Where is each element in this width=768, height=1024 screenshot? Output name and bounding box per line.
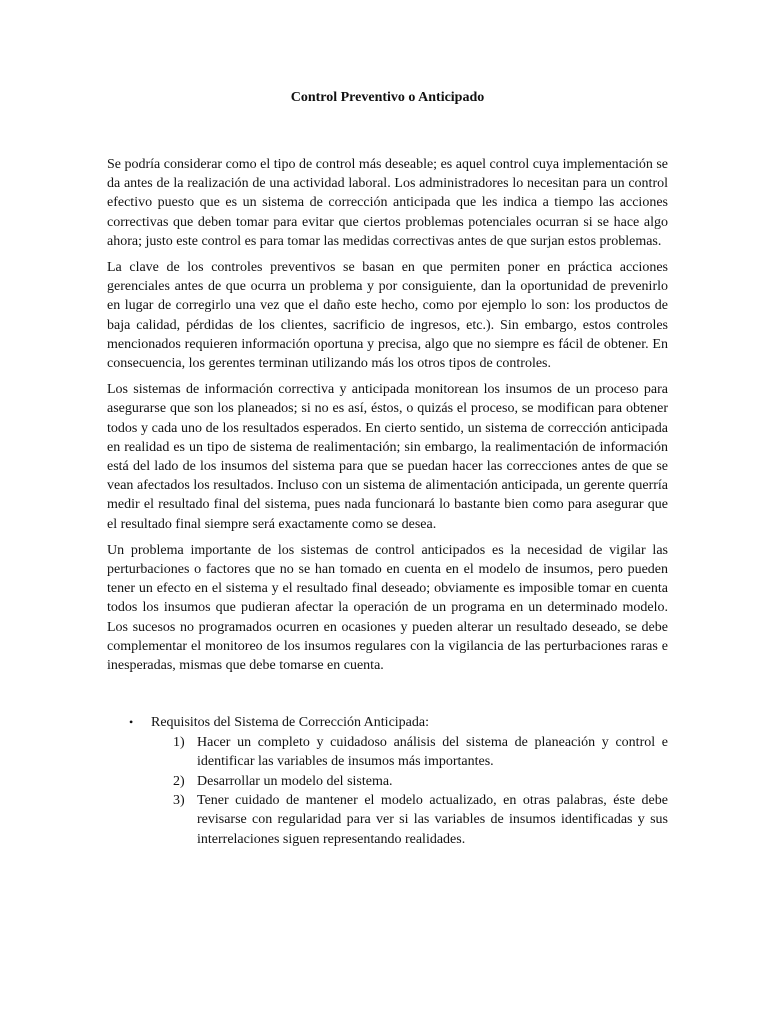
paragraph-intro: Se podría considerar como el tipo de control más deseable; es aquel control cuya implementación se da antes de la realización de una actividad laboral. Los administradores lo necesitan para un control efectivo puesto que es un sistema de corrección anticipada que les indica a tiempo las acciones correctivas que deben tomar para evitar que ciertos problemas potenciales ocurran si se hace algo ahora; justo este control es para tomar las medidas correctivas antes de que surjan estos problemas. [107,157,668,249]
requirement-step [173,772,668,791]
step-number: 3) [173,792,185,808]
requirements-bullet-item [107,713,668,732]
requirements-heading: Requisitos del Sistema de Corrección Anticipada: [151,715,429,731]
bullet-icon: • [129,715,134,730]
paragraph-information-systems: Los sistemas de información correctiva y anticipada monitorean los insumos de un proceso para asegurarse que son los planeados; si no es así, éstos, o quizás el proceso, se modifican para obtener todos y cada uno de los resultados esperados. En cierto sentido, un sistema de corrección anticipada en realidad es un tipo de sistema de realimentación; sin embargo, la realimentación de información está del lado de los insumos del sistema para que se puedan hacer las correcciones antes de que se vean afectados los resultados. Incluso con un sistema de alimentación anticipada, un gerente querría medir el resultado final del sistema, pues nada funcionará lo bastante bien como para asegurar que el resultado final siempre será exactamente como se desea. [107,382,668,532]
document-title: Control Preventivo o Anticipado [290,90,485,105]
requirement-step [173,733,668,772]
paragraph-main-problem: Un problema importante de los sistemas de control anticipados es la necesidad de vigilar las perturbaciones o factores que no se han tomado en cuenta en el modelo de insumos, pero pueden tener un efecto en el sistema y el resultado final deseado; obviamente es imposible tomar en cuenta todos los insumos que pudieran afectar la operación de un programa en un determinado modelo. Los sucesos no programados ocurren en ocasiones y pueden alterar un resultado deseado, se debe complementar el monitoreo de los insumos regulares con la vigilancia de las perturbaciones raras e inesperadas, mismas que debe tomarse en cuenta. [107,542,668,674]
requirements-section [107,713,668,849]
requirements-steps-list [107,733,668,849]
step-number: 1) [173,734,185,750]
paragraph-key-preventive: La clave de los controles preventivos se basan en que permiten poner en práctica acciones gerenciales antes de que ocurra un problema y por consiguiente, dan la oportunidad de prevenirlo en lugar de corregirlo una vez que el daño este hecho, como por ejemplo lo son: los productos de baja calidad, pérdidas de los clientes, sacrificio de ingresos, etc.). Sin embargo, estos controles mencionados requieren información oportuna y precisa, algo que no siempre es fácil de obtener. En consecuencia, los gerentes terminan utilizando más los otros tipos de controles. [107,260,668,372]
step-text: Tener cuidado de mantener el modelo actualizado, en otras palabras, éste debe revisarse con regularidad para ver si las variables de insumos identificadas y sus interrelaciones siguen representando realidades. [197,792,668,847]
requirement-step [173,791,668,849]
step-number: 2) [173,773,185,789]
step-text: Desarrollar un modelo del sistema. [197,773,393,789]
step-text: Hacer un completo y cuidadoso análisis del sistema de planeación y control e identificar las variables de insumos más importantes. [197,734,668,770]
